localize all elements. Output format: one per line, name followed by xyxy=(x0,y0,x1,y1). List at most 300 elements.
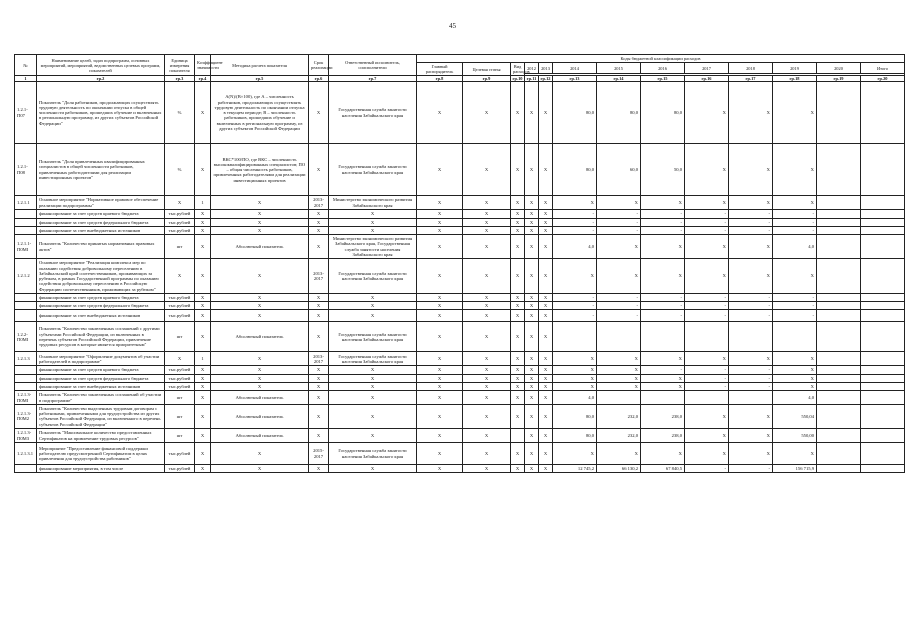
row-value-cell xyxy=(641,391,685,405)
row-value-cell: - xyxy=(597,210,641,218)
header-target: Целевая статья xyxy=(463,63,511,76)
row-value-cell: - xyxy=(685,293,729,301)
row-value-cell xyxy=(817,82,861,144)
row-value-cell: X xyxy=(511,352,525,366)
row-value-cell xyxy=(817,374,861,382)
row-method-cell: X xyxy=(211,259,309,294)
row-value-cell: X xyxy=(525,144,539,196)
row-coef-cell: X xyxy=(195,404,211,428)
row-value-cell: X xyxy=(463,226,511,234)
row-value-cell: - xyxy=(641,310,685,322)
row-value-cell xyxy=(817,218,861,226)
row-value-cell: X xyxy=(773,352,817,366)
row-value-cell: - xyxy=(729,218,773,226)
row-value-cell: X xyxy=(597,366,641,374)
row-value-cell: - xyxy=(553,293,597,301)
table-row xyxy=(15,82,905,144)
table-row xyxy=(15,226,905,234)
row-value-cell: X xyxy=(511,82,525,144)
row-responsible-cell: Министерство экономического развития Забайкальского края xyxy=(329,196,417,210)
row-unit-cell: тыс.рублей xyxy=(165,226,195,234)
row-name-cell: Мероприятие "Предоставление финансовой поддержки работодателю предусмотренной Сертификатом в целях привлечения для трудоустройства работников" xyxy=(37,443,165,465)
row-value-cell: X xyxy=(417,82,463,144)
row-value-cell: X xyxy=(597,196,641,210)
row-value-cell: 4,0 xyxy=(553,391,597,405)
row-number-cell xyxy=(15,293,37,301)
row-value-cell: X xyxy=(511,235,525,259)
row-value-cell: X xyxy=(685,404,729,428)
row-value-cell: X xyxy=(729,404,773,428)
row-coef-cell: X xyxy=(195,465,211,473)
row-value-cell: - xyxy=(553,218,597,226)
row-unit-cell: шт xyxy=(165,404,195,428)
row-value-cell: - xyxy=(597,293,641,301)
row-name-cell: финансирование за счет средств федерального бюджета xyxy=(37,302,165,310)
row-deadline-cell: X xyxy=(309,429,329,443)
row-value-cell: 80,0 xyxy=(553,404,597,428)
row-value-cell: X xyxy=(525,352,539,366)
row-value-cell: - xyxy=(641,302,685,310)
row-value-cell xyxy=(641,322,685,352)
row-value-cell: - xyxy=(597,302,641,310)
row-number-cell: 1.2.1.1-П0МI xyxy=(15,235,37,259)
table-body xyxy=(15,82,905,473)
table-row xyxy=(15,352,905,366)
row-value-cell: X xyxy=(685,82,729,144)
row-value-cell xyxy=(817,196,861,210)
header-year: 2017 xyxy=(685,63,729,74)
row-value-cell: X xyxy=(553,196,597,210)
row-deadline-cell: X xyxy=(309,293,329,301)
row-method-cell: Абсолютный показатель xyxy=(211,391,309,405)
row-value-cell: X xyxy=(463,443,511,465)
column-number: гр.20 xyxy=(861,76,905,82)
row-unit-cell: шт xyxy=(165,429,195,443)
row-unit-cell: X xyxy=(165,196,195,210)
row-value-cell: X xyxy=(773,82,817,144)
row-value-cell: X xyxy=(511,144,525,196)
row-value-cell: X xyxy=(729,82,773,144)
row-value-cell: X xyxy=(539,310,553,322)
table-row xyxy=(15,404,905,428)
row-value-cell: X xyxy=(553,259,597,294)
row-value-cell: - xyxy=(685,310,729,322)
row-deadline-cell: X xyxy=(309,144,329,196)
row-name-cell: Основное мероприятие "Оформление документов об участии работодателей в подпрограмме" xyxy=(37,352,165,366)
row-name-cell: финансирование за счет средств федерального бюджета xyxy=(37,218,165,226)
row-responsible-cell: Министерство экономического развития Забайкальского края, Государственная служба занятости населения Забайкальского края xyxy=(329,235,417,259)
row-coef-cell: X xyxy=(195,302,211,310)
row-value-cell: X xyxy=(729,235,773,259)
row-coef-cell: X xyxy=(195,443,211,465)
row-value-cell: X xyxy=(597,374,641,382)
row-value-cell: 232,0 xyxy=(597,429,641,443)
row-value-cell: - xyxy=(729,302,773,310)
row-number-cell xyxy=(15,383,37,391)
row-responsible-cell: X xyxy=(329,218,417,226)
row-value-cell: X xyxy=(463,144,511,196)
row-name-cell: финансирование мероприятия, в том числе xyxy=(37,465,165,473)
row-value-cell: X xyxy=(553,366,597,374)
row-value-cell: 4,0 xyxy=(553,235,597,259)
row-value-cell: X xyxy=(463,259,511,294)
header-deadline: Срок реализации xyxy=(309,55,329,76)
row-value-cell: X xyxy=(539,383,553,391)
row-value-cell: X xyxy=(539,293,553,301)
row-value-cell xyxy=(861,302,905,310)
row-value-cell: X xyxy=(539,443,553,465)
row-method-cell: X xyxy=(211,218,309,226)
row-value-cell xyxy=(817,259,861,294)
column-number: гр.12 xyxy=(539,76,553,82)
row-value-cell: X xyxy=(463,374,511,382)
row-deadline-cell: 2015-2017 xyxy=(309,443,329,465)
header-year: 2020 xyxy=(817,63,861,74)
row-value-cell xyxy=(597,322,641,352)
table-row xyxy=(15,391,905,405)
row-value-cell: - xyxy=(773,310,817,322)
row-value-cell: X xyxy=(729,144,773,196)
row-value-cell: X xyxy=(417,210,463,218)
header-unit: Единица измерения показателя xyxy=(165,55,195,76)
row-unit-cell: шт xyxy=(165,391,195,405)
row-value-cell: - xyxy=(685,302,729,310)
row-method-cell: X xyxy=(211,310,309,322)
row-value-cell: X xyxy=(597,259,641,294)
header-year: 2015 xyxy=(597,63,641,74)
header-responsible: Ответственный исполнитель, соисполнители xyxy=(329,55,417,76)
header-year: 2016 xyxy=(641,63,685,74)
table-row xyxy=(15,144,905,196)
row-value-cell xyxy=(861,443,905,465)
row-value-cell: - xyxy=(553,226,597,234)
row-value-cell: X xyxy=(525,383,539,391)
row-coef-cell: X xyxy=(195,429,211,443)
row-value-cell: - xyxy=(641,293,685,301)
row-value-cell: 50,0 xyxy=(641,144,685,196)
row-name-cell: Показатель "Количество заключенных соглашений об участии в подпрограмме" xyxy=(37,391,165,405)
row-value-cell: X xyxy=(525,429,539,443)
row-value-cell: - xyxy=(729,374,773,382)
row-unit-cell: X xyxy=(165,352,195,366)
row-unit-cell: тыс.рублей xyxy=(165,302,195,310)
row-value-cell: X xyxy=(525,82,539,144)
row-coef-cell: X xyxy=(195,218,211,226)
row-value-cell: X xyxy=(511,259,525,294)
header-year: 2018 xyxy=(729,63,773,74)
row-responsible-cell: X xyxy=(329,429,417,443)
row-value-cell: X xyxy=(685,443,729,465)
row-value-cell xyxy=(861,218,905,226)
row-responsible-cell: X xyxy=(329,404,417,428)
row-value-cell: X xyxy=(685,352,729,366)
row-value-cell: X xyxy=(463,465,511,473)
row-responsible-cell: X xyxy=(329,366,417,374)
row-value-cell: X xyxy=(641,374,685,382)
row-value-cell: X xyxy=(417,259,463,294)
row-method-cell: X xyxy=(211,302,309,310)
row-value-cell: X xyxy=(525,465,539,473)
row-value-cell: 12 745,2 xyxy=(553,465,597,473)
row-method-cell: X xyxy=(211,465,309,473)
row-value-cell: X xyxy=(773,383,817,391)
row-responsible-cell: Государственная служба занятости населения Забайкальского края xyxy=(329,352,417,366)
row-responsible-cell: X xyxy=(329,374,417,382)
row-value-cell: X xyxy=(511,374,525,382)
row-value-cell: X xyxy=(597,443,641,465)
row-name-cell: финансирование за счет средств федерального бюджета xyxy=(37,374,165,382)
row-name-cell: финансирование за счет средств краевого бюджета xyxy=(37,366,165,374)
row-responsible-cell: X xyxy=(329,465,417,473)
row-value-cell: X xyxy=(597,235,641,259)
row-responsible-cell: X xyxy=(329,293,417,301)
row-value-cell: X xyxy=(511,210,525,218)
row-value-cell: X xyxy=(773,374,817,382)
row-value-cell: X xyxy=(417,391,463,405)
row-responsible-cell: X xyxy=(329,226,417,234)
row-value-cell: X xyxy=(511,226,525,234)
row-value-cell: X xyxy=(539,144,553,196)
row-value-cell: 80,0 xyxy=(553,429,597,443)
row-value-cell: - xyxy=(773,210,817,218)
row-value-cell: X xyxy=(417,383,463,391)
column-number: гр.17 xyxy=(729,76,773,82)
header-budget: Коды бюджетной классификации расходов xyxy=(417,55,905,63)
row-value-cell: - xyxy=(597,226,641,234)
row-value-cell: X xyxy=(463,293,511,301)
row-value-cell xyxy=(685,391,729,405)
row-value-cell xyxy=(861,366,905,374)
row-deadline-cell: X xyxy=(309,383,329,391)
row-value-cell: - xyxy=(729,293,773,301)
row-coef-cell: X xyxy=(195,383,211,391)
row-value-cell: X xyxy=(417,404,463,428)
row-value-cell xyxy=(861,383,905,391)
row-value-cell: 238,0 xyxy=(641,404,685,428)
column-number: гр.2 xyxy=(37,76,165,82)
row-value-cell xyxy=(817,144,861,196)
row-responsible-cell: Государственная служба занятости населения Забайкальского края xyxy=(329,82,417,144)
row-value-cell: X xyxy=(525,366,539,374)
row-value-cell: X xyxy=(511,293,525,301)
row-deadline-cell: X xyxy=(309,310,329,322)
row-value-cell: X xyxy=(417,465,463,473)
header-method: Методика расчета показателя xyxy=(211,55,309,76)
row-method-cell: Абсолютный показатель xyxy=(211,429,309,443)
row-unit-cell: тыс.рублей xyxy=(165,210,195,218)
column-number: гр.16 xyxy=(685,76,729,82)
row-value-cell: X xyxy=(463,391,511,405)
row-value-cell: X xyxy=(511,383,525,391)
table-row xyxy=(15,383,905,391)
row-deadline-cell: X xyxy=(309,218,329,226)
row-value-cell xyxy=(817,352,861,366)
row-value-cell: X xyxy=(463,310,511,322)
table-row xyxy=(15,196,905,210)
row-unit-cell: % xyxy=(165,144,195,196)
row-responsible-cell: X xyxy=(329,210,417,218)
header-num: № xyxy=(15,55,37,76)
row-name-cell: финансирование за счет внебюджетных источников xyxy=(37,383,165,391)
row-value-cell: X xyxy=(463,404,511,428)
row-value-cell: X xyxy=(539,322,553,352)
row-value-cell: X xyxy=(417,443,463,465)
row-value-cell: 156 715,9 xyxy=(773,465,817,473)
row-value-cell: X xyxy=(539,218,553,226)
row-value-cell xyxy=(817,235,861,259)
header-year: 2012 xyxy=(525,63,539,74)
row-responsible-cell: X xyxy=(329,302,417,310)
row-coef-cell: X xyxy=(195,210,211,218)
page-number: 45 xyxy=(449,22,456,30)
row-method-cell: Абсолютный показатель xyxy=(211,404,309,428)
row-value-cell xyxy=(861,310,905,322)
table-row xyxy=(15,443,905,465)
row-value-cell: X xyxy=(511,322,525,352)
row-value-cell: X xyxy=(539,196,553,210)
row-number-cell xyxy=(15,465,37,473)
row-value-cell xyxy=(685,322,729,352)
header-grbs: Главный распорядитель xyxy=(417,63,463,76)
row-unit-cell: тыс.рублей xyxy=(165,465,195,473)
row-value-cell: X xyxy=(525,259,539,294)
row-value-cell: 80,0 xyxy=(553,82,597,144)
row-value-cell: X xyxy=(511,443,525,465)
row-value-cell: X xyxy=(773,366,817,374)
row-number-cell xyxy=(15,210,37,218)
row-value-cell xyxy=(861,322,905,352)
row-value-cell: X xyxy=(525,374,539,382)
row-method-cell: X xyxy=(211,293,309,301)
row-method-cell: X xyxy=(211,210,309,218)
row-value-cell xyxy=(861,196,905,210)
row-value-cell: X xyxy=(463,196,511,210)
row-value-cell: X xyxy=(525,226,539,234)
row-number-cell xyxy=(15,218,37,226)
row-deadline-cell: X xyxy=(309,465,329,473)
row-value-cell: X xyxy=(539,404,553,428)
row-value-cell xyxy=(861,144,905,196)
row-number-cell: 1.2.1-П08 xyxy=(15,144,37,196)
row-name-cell: Показатель "Количество выделенных трудовым договорам с работниками, привлеченными для трудоустройства из других субъектов Российской Федерации, из включенного в перечень субъектов Российской Федерации" xyxy=(37,404,165,428)
row-value-cell: X xyxy=(641,352,685,366)
row-value-cell: X xyxy=(641,196,685,210)
row-value-cell xyxy=(861,374,905,382)
row-coef-cell: X xyxy=(195,235,211,259)
row-value-cell: X xyxy=(685,144,729,196)
row-value-cell: X xyxy=(417,322,463,352)
row-value-cell: 238,0 xyxy=(641,429,685,443)
row-value-cell: - xyxy=(553,302,597,310)
row-value-cell: X xyxy=(511,465,525,473)
row-value-cell xyxy=(861,259,905,294)
row-responsible-cell: Государственная служба занятости населения Забайкальского края xyxy=(329,259,417,294)
row-name-cell: Основное мероприятие "Реализация комплекса мер по оказанию содействия добровольному переселению в Забайкальский край соотечественников, проживающих за рубежом, в рамках Государственной программы по оказанию содействия добровольному переселению в Российскую Федерацию соотечественников, проживающих за рубежом" xyxy=(37,259,165,294)
row-name-cell: Показатель "Количество принятых нормативных правовых актов" xyxy=(37,235,165,259)
table-row xyxy=(15,302,905,310)
table-row xyxy=(15,310,905,322)
row-value-cell xyxy=(817,404,861,428)
row-value-cell: X xyxy=(539,82,553,144)
row-value-cell: X xyxy=(597,383,641,391)
row-unit-cell: % xyxy=(165,82,195,144)
row-value-cell: X xyxy=(729,443,773,465)
row-value-cell: X xyxy=(417,429,463,443)
row-value-cell: X xyxy=(463,302,511,310)
row-value-cell: - xyxy=(685,226,729,234)
row-method-cell: X xyxy=(211,352,309,366)
header-vid: Вид расходов xyxy=(511,63,525,76)
row-value-cell: - xyxy=(685,218,729,226)
row-value-cell xyxy=(817,366,861,374)
row-responsible-cell: X xyxy=(329,391,417,405)
row-method-cell: X xyxy=(211,366,309,374)
row-value-cell: X xyxy=(685,235,729,259)
row-value-cell: X xyxy=(539,302,553,310)
row-value-cell: 80,0 xyxy=(597,82,641,144)
row-value-cell: - xyxy=(553,310,597,322)
row-unit-cell: тыс.рублей xyxy=(165,383,195,391)
program-table xyxy=(14,54,905,473)
row-coef-cell: X xyxy=(195,374,211,382)
row-value-cell: 4,0 xyxy=(773,391,817,405)
row-value-cell: X xyxy=(539,352,553,366)
row-value-cell: X xyxy=(553,383,597,391)
row-deadline-cell: X xyxy=(309,322,329,352)
row-value-cell: X xyxy=(463,366,511,374)
row-value-cell: 550,04 xyxy=(773,404,817,428)
row-coef-cell: X xyxy=(195,144,211,196)
row-value-cell: 66 130,2 xyxy=(597,465,641,473)
row-value-cell: X xyxy=(511,310,525,322)
row-value-cell xyxy=(861,429,905,443)
row-name-cell: финансирование за счет внебюджетных источников xyxy=(37,226,165,234)
table-row xyxy=(15,322,905,352)
row-value-cell: X xyxy=(463,235,511,259)
row-value-cell xyxy=(861,391,905,405)
row-deadline-cell: X xyxy=(309,366,329,374)
row-value-cell: - xyxy=(729,465,773,473)
row-value-cell: X xyxy=(463,322,511,352)
row-value-cell: X xyxy=(463,82,511,144)
row-method-cell: Абсолютный показатель xyxy=(211,235,309,259)
row-coef-cell: X xyxy=(195,293,211,301)
row-method-cell: X xyxy=(211,383,309,391)
row-value-cell: - xyxy=(729,366,773,374)
row-unit-cell: тыс.рублей xyxy=(165,218,195,226)
row-value-cell: X xyxy=(641,235,685,259)
row-value-cell: X xyxy=(417,218,463,226)
row-value-cell: X xyxy=(539,465,553,473)
row-value-cell: X xyxy=(553,352,597,366)
row-value-cell xyxy=(817,210,861,218)
row-value-cell: X xyxy=(525,404,539,428)
row-value-cell: - xyxy=(773,293,817,301)
table-row xyxy=(15,293,905,301)
row-value-cell: X xyxy=(539,259,553,294)
row-value-cell xyxy=(729,322,773,352)
row-value-cell: X xyxy=(729,352,773,366)
row-value-cell xyxy=(553,322,597,352)
row-value-cell: X xyxy=(511,218,525,226)
row-number-cell: 1.2.2-П0МI xyxy=(15,322,37,352)
row-number-cell xyxy=(15,310,37,322)
row-value-cell: - xyxy=(641,226,685,234)
row-deadline-cell: X xyxy=(309,210,329,218)
row-number-cell xyxy=(15,226,37,234)
row-unit-cell: тыс.рублей xyxy=(165,366,195,374)
row-value-cell: X xyxy=(641,383,685,391)
